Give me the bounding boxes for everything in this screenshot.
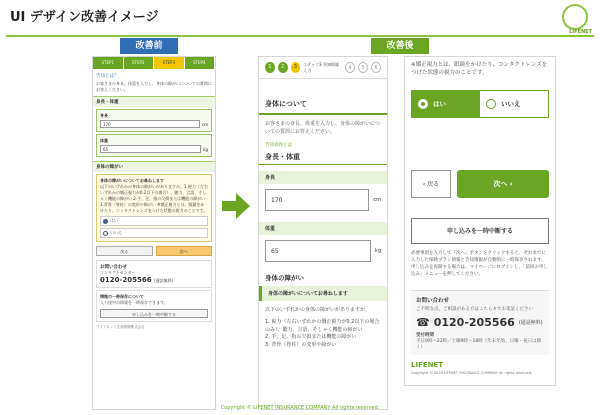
after-hours-title: 受付時間 xyxy=(416,333,434,339)
before-disability-body: 以下のいずれかの身体の障がいがありますか。1.視力（左右いずれかの矯正視力が0.2以下の場合）、聴力、言語、そしゃく機能の障がい 2.手、足、指の欠損または機能の障がい 3.背骨（脊柱）の変形や障がい ※矯正視力とは、眼鏡をかけたり、コンタクトレンズをつけた状態の視力のことです。 xyxy=(100,184,208,214)
after-height-unit: cm xyxy=(373,197,381,203)
after-disability-list xyxy=(259,303,387,354)
radio-dot-icon xyxy=(103,219,108,224)
before-tel-note: (通話無料) xyxy=(154,278,174,284)
step-6-icon: 6 xyxy=(371,62,381,73)
before-temp-text: 入力途中の情報を一時保存できます。 xyxy=(100,300,168,306)
after-screen-left xyxy=(258,56,388,410)
after-hours-text: 平日9時〜22時／土曜9時〜18時（年末年始、日曜・祝日は除く） xyxy=(416,339,542,351)
after-tel-number: 0120-205566 xyxy=(433,316,515,330)
radio-dot-icon xyxy=(486,99,496,109)
after-back-button[interactable] xyxy=(411,170,451,198)
after-radio-yes-label: はい xyxy=(433,100,446,108)
label-after: 改善後 xyxy=(371,38,429,54)
after-contact-text: ご不明な点、ご相談がある方はこちらまでお電話ください xyxy=(416,307,533,313)
after-intro: お客さまの身長、体重を入力し、身体の障がいについての質問にお答えください。 xyxy=(265,121,380,135)
after-radio-no[interactable] xyxy=(480,91,548,117)
after-next-button[interactable] xyxy=(457,170,549,198)
before-contact xyxy=(96,260,212,288)
before-weight-label: 体重 xyxy=(100,138,108,144)
step-caption: ステップ3 告知情報入力 xyxy=(303,61,339,73)
after-radio-group xyxy=(411,90,549,118)
label-before: 改善前 xyxy=(120,38,178,54)
page-copyright: Copyright © LIFENET INSURANCE COMPANY All rights reserved. xyxy=(220,405,380,411)
before-step-3: STEP3 xyxy=(154,57,185,69)
after-contact-title: お問い合わせ xyxy=(416,298,450,305)
after-disability-q: 身体の障がいについてお尋ねします xyxy=(259,286,387,301)
logo-text: LIFENET xyxy=(569,29,592,35)
before-weight-unit: kg xyxy=(203,146,208,152)
before-radio-no-label: いいえ xyxy=(110,230,122,236)
after-weight-label: 体重 xyxy=(259,222,387,235)
after-radio-yes[interactable] xyxy=(412,91,480,117)
header-divider xyxy=(6,35,594,37)
after-height-input[interactable]: 170 xyxy=(265,189,369,211)
radio-dot-icon xyxy=(103,231,108,236)
before-contact-title: お問い合わせ xyxy=(100,265,127,271)
after-height-label: 身長 xyxy=(259,171,387,184)
after-section-head: 身長・体重 xyxy=(259,150,387,165)
before-disability-box xyxy=(96,174,212,242)
before-screen xyxy=(92,56,216,410)
before-temp-save xyxy=(96,290,212,322)
before-back-button[interactable]: 戻る xyxy=(96,246,153,256)
list-item: 2. 手、足、指の欠損または機能の障がい xyxy=(265,334,357,341)
before-step-1: STEP1 xyxy=(93,57,124,69)
logo-icon xyxy=(562,4,588,30)
after-back-label: 戻る xyxy=(427,180,440,188)
before-tel[interactable] xyxy=(100,276,208,284)
after-hours xyxy=(416,332,544,350)
after-radio-no-label: いいえ xyxy=(501,100,521,108)
after-title: 身体について xyxy=(259,95,387,115)
after-steps xyxy=(259,57,387,79)
before-height-input[interactable]: 170 xyxy=(100,120,200,128)
after-logo: LIFENET xyxy=(411,361,444,370)
after-weight-unit: kg xyxy=(374,248,381,254)
radio-dot-icon xyxy=(418,99,428,109)
after-disability-head: 身体の障がい xyxy=(265,274,304,282)
before-weight-input[interactable]: 65 xyxy=(100,145,201,153)
step-1-icon: 1 xyxy=(265,62,275,73)
before-height-label: 身長 xyxy=(100,113,108,119)
after-save-note: 必要事項を入力して「次へ」ボタンをクリックすると、それまでに入力した保険プラン情報と告知情報が自動的に一時保存されます。申し込みを再開する場合は、マイページにログインし、「前回お申し込み」メニューを押してください。 xyxy=(411,250,548,278)
page-title: UI デザイン改善イメージ xyxy=(10,10,159,25)
list-item: 1. 視力（左右いずれかの矯正視力が0.2以下の場合のみ）、聴力、言語、そしゃく機能の障がい xyxy=(265,318,380,333)
before-disability-head: 身体の障がい xyxy=(93,161,215,172)
phone-icon: ☎ xyxy=(416,316,430,330)
after-screen-right xyxy=(404,56,556,386)
after-contact xyxy=(411,290,549,355)
before-step-2: STEP2 xyxy=(124,57,155,69)
before-section-head: 身長・体重 xyxy=(93,96,215,107)
before-radio-no[interactable] xyxy=(100,228,208,238)
before-help-link[interactable]: 告知とは？ xyxy=(96,74,119,79)
step-5-icon: 5 xyxy=(358,62,368,73)
before-temp-button[interactable]: 申し込みを一時中断する xyxy=(100,309,208,318)
before-disability-q: 身体の障がいについてお尋ねします xyxy=(100,178,164,184)
after-save-button[interactable]: 申し込みを一時中断する xyxy=(411,218,549,244)
after-tel-note: (通話無料) xyxy=(518,320,543,327)
before-footer: ライフネット生命保険株式会社 xyxy=(96,325,145,330)
before-next-button[interactable]: 次へ xyxy=(156,246,213,256)
list-item: 以下のいずれかの身体の障がいがありますか。 xyxy=(265,307,371,313)
before-steps xyxy=(93,57,215,69)
after-help-tag[interactable]: 告知義務とは xyxy=(265,143,292,148)
list-item: 3. 背骨（脊柱）の変形や障がい xyxy=(265,342,337,348)
before-tel-number: 0120-205566 xyxy=(100,276,152,285)
chevron-right-icon: › xyxy=(507,179,513,188)
after-copyright: Copyright © 2018 LIFENET INSURANCE COMPANY All rights reserved. xyxy=(411,371,533,376)
before-contact-text: コンタクトセンター xyxy=(100,270,136,276)
step-4-icon: 4 xyxy=(345,62,355,73)
step-2-icon: 2 xyxy=(278,62,288,73)
arrow-right-icon xyxy=(222,193,250,219)
after-weight-input[interactable]: 65 xyxy=(265,240,371,262)
before-weight-box xyxy=(96,134,212,157)
chevron-left-icon: ‹ xyxy=(422,180,428,188)
after-next-label: 次へ xyxy=(493,179,508,188)
before-temp-title: 情報の一時保存について xyxy=(100,294,144,300)
before-height-box xyxy=(96,109,212,132)
before-intro: お客さまの身長、体重を入力し、身体の障がいについての質問にお答えください。 xyxy=(96,81,212,92)
before-radio-yes[interactable] xyxy=(100,216,208,226)
after-tel[interactable] xyxy=(416,316,544,329)
after-top-note: ※矯正視力とは、眼鏡をかけたり、コンタクトレンズをつけた状態の視力のことです。 xyxy=(411,62,548,77)
before-step-4: STEP4 xyxy=(185,57,216,69)
step-3-icon: 3 xyxy=(291,62,301,73)
before-radio-yes-label: はい xyxy=(110,218,118,224)
before-height-unit: cm xyxy=(201,121,208,127)
